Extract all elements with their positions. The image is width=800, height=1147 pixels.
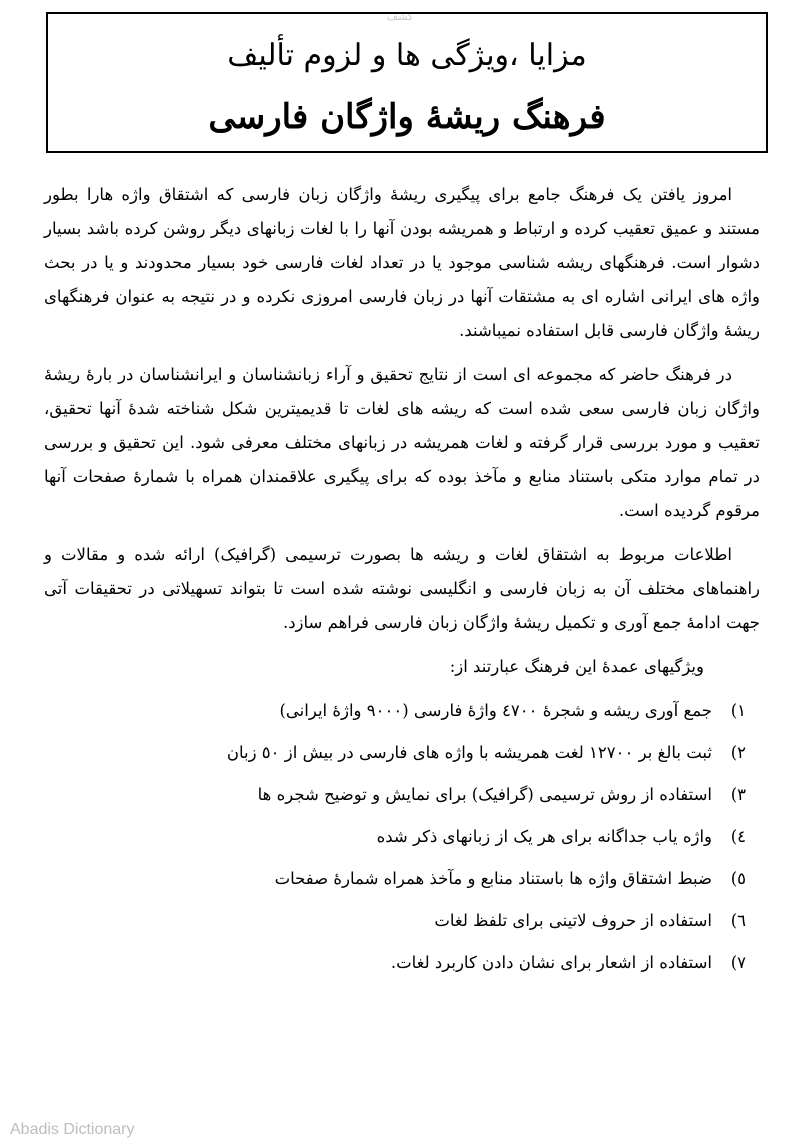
feature-item — [44, 732, 760, 774]
feature-text: واژه یاب جداگانه برای هر یک از زبانهای ذکر شده — [376, 827, 712, 846]
feature-item — [44, 774, 760, 816]
feature-list — [44, 690, 760, 984]
title-line-1: مزایا ،ویژگی ها و لزوم تألیف — [227, 38, 587, 73]
feature-item — [44, 690, 760, 732]
title-box — [46, 12, 768, 153]
feature-number: ۳) — [730, 785, 746, 804]
feature-text: استفاده از روش ترسیمی (گرافیک) برای نمایش و توضیح شجره ها — [257, 785, 712, 804]
feature-item — [44, 858, 760, 900]
feature-text: ثبت بالغ بر ١٢٧٠٠ لغت همریشه با واژه های فارسی در بیش از ٥٠ زبان — [226, 743, 712, 762]
feature-text: استفاده از اشعار برای نشان دادن کاربرد لغات. — [390, 953, 712, 972]
document-body — [44, 178, 760, 984]
paragraph-2: در فرهنگ حاضر که مجموعه ای است از نتایج تحقیق و آراء زبانشناسان و ایرانشناسان در بارۀ ریشۀ واژگان زبان فارسی سعی شده است که ریشه های لغات تا قدیمیترین شکل شناخته شدۀ آنها تحقیق، تعقیب و مورد بررسی قرار گرفته و لغات همریشه در زبانهای مختلف معرفی شود. این تحقیق و بررسی در تمام موارد متکی باستناد منابع و مآخذ بوده که برای پیگیری علاقمندان همراه با شمارۀ صفحات آنها مرقوم گردیده است. — [44, 365, 760, 520]
paragraph-3: اطلاعات مربوط به اشتقاق لغات و ریشه ها بصورت ترسیمی (گرافیک) ارائه شده و مقالات و راهنماهای مختلف آن به زبان فارسی و انگلیسی نوشته شده است تا بتواند تسهیلاتی در تحقیقات آتی جهت ادامۀ جمع آوری و تکمیل ریشۀ واژگان زبان فارسی فراهم سازد. — [44, 545, 760, 632]
feature-number: ٥) — [730, 869, 746, 888]
feature-number: ٦) — [730, 911, 746, 930]
feature-number: ۱) — [730, 701, 746, 720]
paragraph-1: امروز یافتن یک فرهنگ جامع برای پیگیری ریشۀ واژگان زبان فارسی که اشتقاق واژه هارا بطور مستند و عمیق تعقیب کرده و ارتباط و همریشه بودن آنها را با لغات زبانهای دیگر روشن کرده باشد بسیار دشوار است. فرهنگهای ریشه شناسی موجود یا در تعداد لغات فارسی خود بسیار محدودند و یا در بحث واژه های ایرانی اشاره ای به مشتقات آنها در زبان فارسی امروزی نکرده و در نتیجه به عنوان فرهنگهای ریشۀ واژگان فارسی قابل استفاده نمیباشند. — [44, 185, 760, 340]
feature-number: ٤) — [730, 827, 746, 846]
feature-item — [44, 900, 760, 942]
feature-item — [44, 942, 760, 984]
feature-text: جمع آوری ریشه و شجرۀ ٤٧٠٠ واژۀ فارسی (٩٠٠٠ واژۀ ایرانی) — [279, 701, 712, 720]
title-line-2: فرهنگ ریشۀ واژگان فارسی — [208, 97, 606, 137]
watermark-text: کشف — [386, 10, 414, 23]
feature-text: ضبط اشتقاق واژه ها باستناد منابع و مآخذ همراه شمارۀ صفحات — [274, 869, 712, 888]
features-intro: ویژگیهای عمدۀ این فرهنگ عبارتند از: — [449, 657, 704, 676]
feature-item — [44, 816, 760, 858]
footer-brand-watermark: Abadis Dictionary — [10, 1121, 135, 1138]
feature-number: ۷) — [730, 953, 746, 972]
feature-text: استفاده از حروف لاتینی برای تلفظ لغات — [434, 911, 712, 930]
feature-number: ۲) — [730, 743, 746, 762]
